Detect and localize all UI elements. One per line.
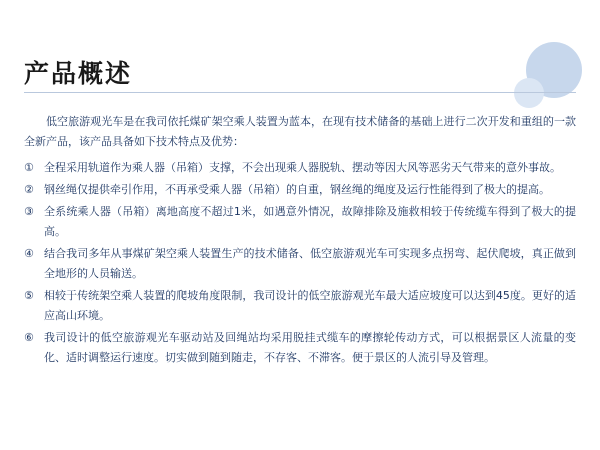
page-title: 产品概述 — [24, 59, 133, 88]
list-item — [24, 158, 576, 178]
list-marker: ④ — [24, 247, 34, 260]
list-item-text: 全程采用轨道作为乘人器（吊箱）支撑，不会出现乘人器脱轨、摆动等因大风等恶劣天气带来的意外事故。 — [44, 161, 561, 174]
list-item-text: 全系统乘人器（吊箱）离地高度不超过1米，如遇意外情况，故障排除及施救相较于传统缆车得到了极大的提高。 — [44, 205, 576, 238]
title-divider — [24, 92, 576, 93]
list-marker: ③ — [24, 205, 34, 218]
list-marker: ⑤ — [24, 289, 34, 302]
list-item-text: 我司设计的低空旅游观光车驱动站及回绳站均采用脱挂式缆车的摩擦轮传动方式，可以根据景区人流量的变化、适时调整运行速度。切实做到随到随走，不存客、不滞客。便于景区的人流引导及管理。 — [44, 331, 576, 364]
list-item — [24, 286, 576, 326]
list-item-text: 相较于传统架空乘人装置的爬坡角度限制，我司设计的低空旅游观光车最大适应坡度可以达到45度。更好的适应高山环境。 — [44, 289, 576, 322]
list-item-text: 结合我司多年从事煤矿架空乘人装置生产的技术储备、低空旅游观光车可实现多点拐弯、起伏爬坡，真正做到全地形的人员输送。 — [44, 247, 576, 280]
decorative-circle-small — [514, 78, 544, 108]
content-body — [24, 112, 576, 370]
list-item — [24, 244, 576, 284]
list-item-text: 钢丝绳仅提供牵引作用，不再承受乘人器（吊箱）的自重，钢丝绳的绳度及运行性能得到了极大的提高。 — [44, 183, 550, 196]
feature-list — [24, 158, 576, 368]
list-marker: ② — [24, 183, 34, 196]
list-item — [24, 328, 576, 368]
list-item — [24, 202, 576, 242]
intro-paragraph: 低空旅游观光车是在我司依托煤矿架空乘人装置为蓝本，在现有技术储备的基础上进行二次开发和重组的一款全新产品，该产品具备如下技术特点及优势： — [24, 115, 576, 148]
list-item — [24, 180, 576, 200]
list-marker: ① — [24, 161, 34, 174]
list-marker: ⑥ — [24, 331, 34, 344]
